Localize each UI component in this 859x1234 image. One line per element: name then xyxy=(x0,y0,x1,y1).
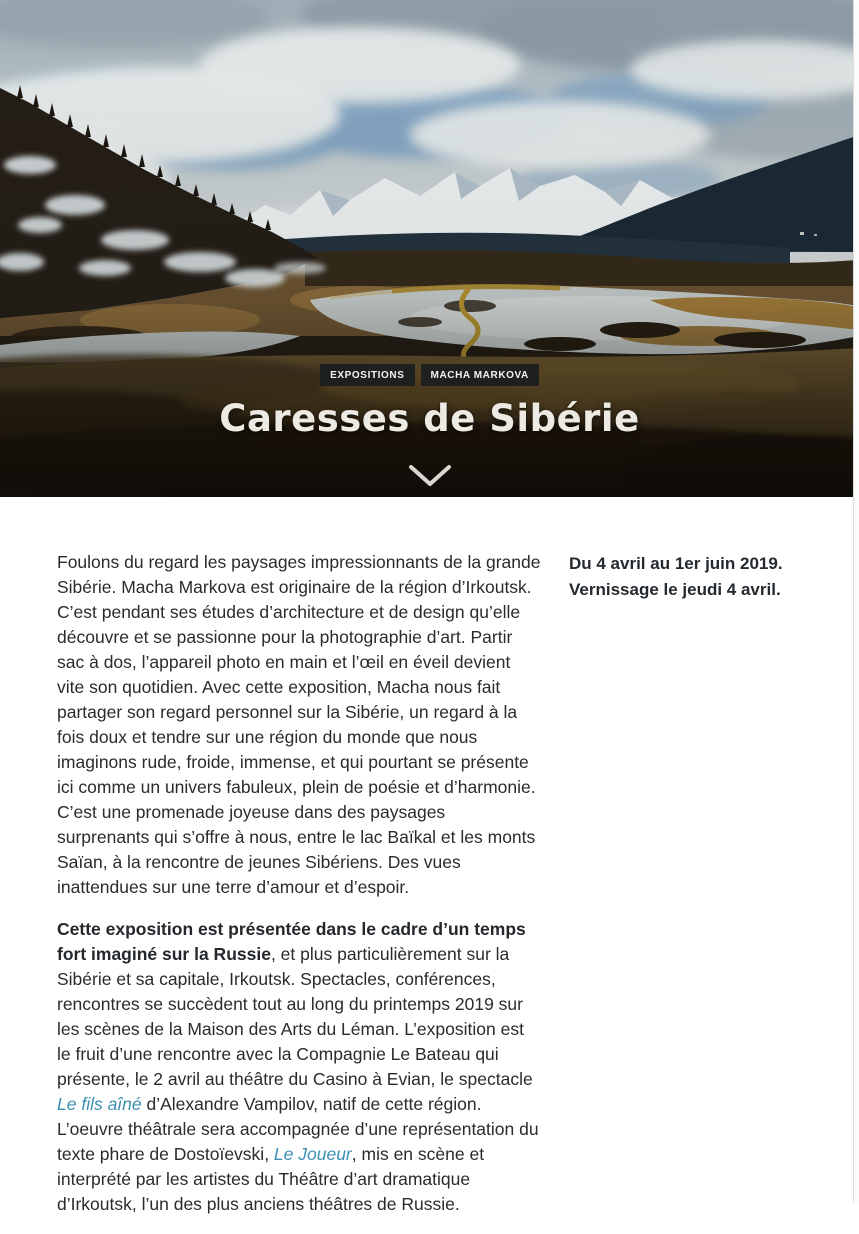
breadcrumb-macha-markova[interactable]: MACHA MARKOVA xyxy=(421,364,539,386)
breadcrumb xyxy=(320,364,539,386)
breadcrumb-expositions[interactable]: EXPOSITIONS xyxy=(320,364,414,386)
context-paragraph-text-c: , mis en scène et interprété par les artistes du Théâtre d’art dramatique d’Irkoutsk, l’un des plus anciens théâtres de Russie. xyxy=(57,1144,485,1214)
article-body xyxy=(57,550,541,1234)
link-le-joueur[interactable]: Le Joueur xyxy=(273,1144,352,1164)
link-le-fils-aine[interactable]: Le fils aîné xyxy=(57,1094,142,1114)
vernissage-line: Vernissage le jeudi 4 avril. xyxy=(569,580,781,599)
scroll-down-button[interactable] xyxy=(408,464,452,488)
context-paragraph xyxy=(57,917,541,1217)
context-paragraph-text-b: d’Alexandre Vampilov, natif de cette région. L’oeuvre théâtrale sera accompagnée d’une représentation du texte phare de Dostoïevski, xyxy=(57,1094,539,1164)
page-title: Caresses de Sibérie xyxy=(219,397,640,440)
dates-line: Du 4 avril au 1er juin 2019. xyxy=(569,554,783,573)
scrollbar[interactable] xyxy=(853,0,859,1203)
hero-banner xyxy=(0,0,859,497)
event-dates xyxy=(569,550,802,1234)
article-section xyxy=(0,497,859,1234)
chevron-down-icon xyxy=(408,464,452,488)
context-paragraph-lead: Cette exposition est présentée dans le cadre d’un temps fort imaginé sur la Russie xyxy=(57,919,526,964)
intro-paragraph: Foulons du regard les paysages impressionnants de la grande Sibérie. Macha Markova est originaire de la région d’Irkoutsk. C’est pendant ses études d’architecture et de design qu’elle découvre et se passionne pour la photographie d’art. Partir sac à dos, l’appareil photo en main et l’œil en éveil devient vite son quotidien. Avec cette exposition, Macha nous fait partager son regard personnel sur la Sibérie, un regard à la fois doux et tendre sur une région du monde que nous imaginons rude, froide, immense, et qui pourtant se présente ici comme un univers fabuleux, plein de poésie et d’harmonie. C’est une promenade joyeuse dans des paysages surprenants qui s’offre à nous, entre le lac Baïkal et les monts Saïan, à la rencontre de jeunes Sibériens. Des vues inattendues sur une terre d’amour et d’espoir. xyxy=(57,552,541,897)
context-paragraph-text-a: , et plus particulièrement sur la Sibérie et sa capitale, Irkoutsk. Spectacles, conférences, rencontres se succèdent tout au long du printemps 2019 sur les scènes de la Maison des Arts du Léman. L’exposition est le fruit d’une rencontre avec la Compagnie Le Bateau qui présente, le 2 avril au théâtre du Casino à Evian, le spectacle xyxy=(57,944,533,1089)
